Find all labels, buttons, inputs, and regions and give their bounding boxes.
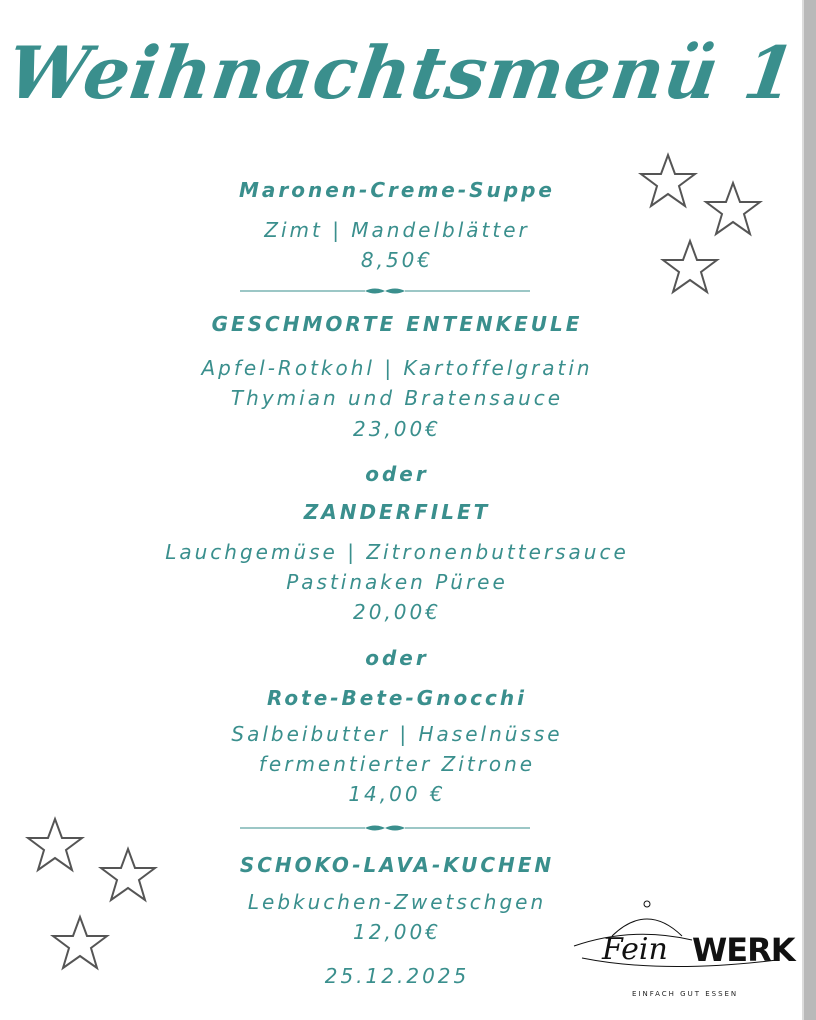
dessert-price: 12,00€ xyxy=(353,920,441,944)
feinwerk-logo xyxy=(572,896,795,1006)
zander-description-1: Lauchgemüse | Zitronenbuttersauce xyxy=(165,540,629,564)
duck-name: GESCHMORTE ENTENKEULE xyxy=(211,312,583,336)
duck-price: 23,00€ xyxy=(353,417,441,441)
zander-description-2: Pastinaken Püree xyxy=(286,570,508,594)
gnocchi-name: Rote-Bete-Gnocchi xyxy=(266,686,527,710)
duck-description-2: Thymian und Bratensauce xyxy=(230,386,564,410)
or-label-1: oder xyxy=(365,462,429,486)
menu-date: 25.12.2025 xyxy=(324,964,470,988)
duck-description-1: Apfel-Rotkohl | Kartoffelgratin xyxy=(201,356,593,380)
soup-price: 8,50€ xyxy=(360,248,434,272)
gnocchi-description-1: Salbeibutter | Haselnüsse xyxy=(231,722,563,746)
zander-price: 20,00€ xyxy=(353,600,441,624)
zander-name: ZANDERFILET xyxy=(303,500,491,524)
soup-name: Maronen-Creme-Suppe xyxy=(239,178,555,202)
logo-tagline: EINFACH GUT ESSEN xyxy=(632,990,739,998)
page-edge xyxy=(804,0,816,1020)
star-icon xyxy=(50,914,110,974)
ornament-divider-top xyxy=(240,286,530,296)
logo-werk-text: WERK xyxy=(692,931,795,969)
or-label-2: oder xyxy=(365,646,429,670)
star-icon xyxy=(703,180,763,240)
dessert-name: SCHOKO-LAVA-KUCHEN xyxy=(239,853,555,877)
star-icon xyxy=(25,816,85,876)
star-icon xyxy=(660,238,720,298)
star-icon xyxy=(98,846,158,906)
gnocchi-description-2: fermentierter Zitrone xyxy=(258,752,536,776)
menu-title: Weihnachtsmenü 1 xyxy=(2,30,802,115)
dessert-description: Lebkuchen-Zwetschgen xyxy=(247,890,547,914)
soup-description: Zimt | Mandelblätter xyxy=(264,218,530,242)
gnocchi-price: 14,00 € xyxy=(348,782,446,806)
logo-fein-text: Fein xyxy=(602,932,668,967)
star-icon xyxy=(638,152,698,212)
ornament-divider-bottom xyxy=(240,823,530,833)
